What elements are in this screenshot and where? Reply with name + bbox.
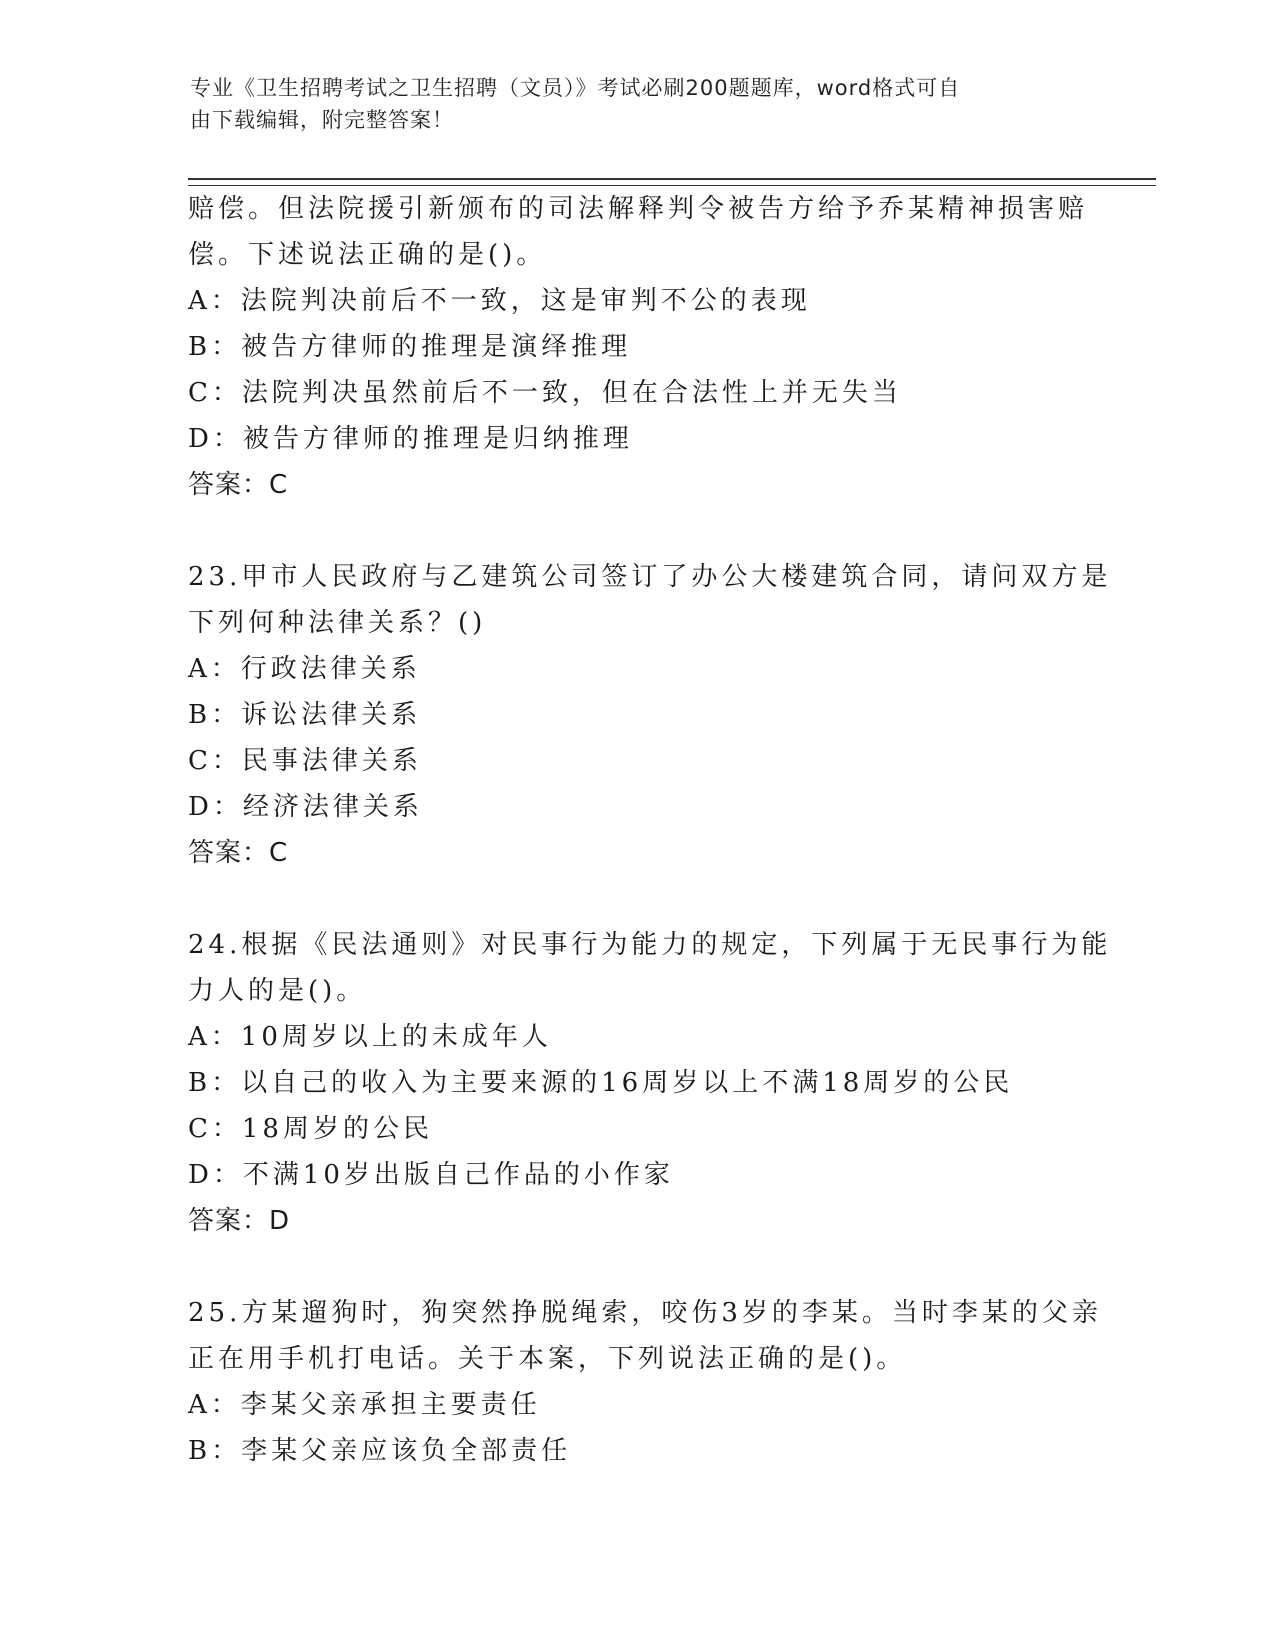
option-b: B：被告方律师的推理是演绎推理 (188, 332, 632, 362)
option-b: B：诉讼法律关系 (188, 700, 422, 730)
question-text-line: 下列何种法律关系？() (188, 608, 487, 638)
spacer (188, 508, 1088, 554)
question-22-continued (188, 186, 1088, 508)
option-d: D：不满10岁出版自己作品的小作家 (188, 1160, 674, 1190)
option-d: D：被告方律师的推理是归纳推理 (188, 424, 633, 454)
document-header (190, 72, 1090, 136)
option-b: B：以自己的收入为主要来源的16周岁以上不满18周岁的公民 (188, 1068, 1014, 1098)
question-text-line: 赔偿。但法院援引新颁布的司法解释判令被告方给予乔某精神损害赔 (188, 194, 1089, 224)
header-divider (188, 178, 1156, 186)
question-text-line: 偿。下述说法正确的是()。 (188, 240, 547, 270)
question-text-line: 23.甲市人民政府与乙建筑公司签订了办公大楼建筑合同，请问双方是 (188, 562, 1112, 592)
question-list (188, 186, 1112, 1474)
option-d: D：经济法律关系 (188, 792, 423, 822)
spacer (188, 1244, 1088, 1290)
question-24 (188, 922, 1112, 1244)
answer-line: 答案：D (188, 1206, 291, 1236)
option-c: C：法院判决虽然前后不一致，但在合法性上并无失当 (188, 378, 902, 408)
question-text-line: 正在用手机打电话。关于本案，下列说法正确的是()。 (188, 1344, 907, 1374)
header-line-1: 专业《卫生招聘考试之卫生招聘（文员）》考试必刷200题题库，word格式可自 (190, 76, 961, 100)
question-23 (188, 554, 1112, 876)
question-text-line: 24.根据《民法通则》对民事行为能力的规定，下列属于无民事行为能 (188, 930, 1112, 960)
question-text-line: 力人的是()。 (188, 976, 367, 1006)
option-c: C：民事法律关系 (188, 746, 422, 776)
option-a: A：李某父亲承担主要责任 (188, 1390, 541, 1420)
answer-line: 答案：C (188, 838, 289, 868)
question-text-line: 25.方某遛狗时，狗突然挣脱绳索，咬伤3岁的李某。当时李某的父亲 (188, 1298, 1102, 1328)
option-a: A：法院判决前后不一致，这是审判不公的表现 (188, 286, 811, 316)
header-line-2: 由下载编辑，附完整答案！ (190, 108, 454, 132)
answer-line: 答案：C (188, 470, 289, 500)
question-25 (188, 1290, 1102, 1474)
option-c: C：18周岁的公民 (188, 1114, 433, 1144)
option-b: B：李某父亲应该负全部责任 (188, 1436, 572, 1466)
option-a: A：行政法律关系 (188, 654, 421, 684)
option-a: A：10周岁以上的未成年人 (188, 1022, 552, 1052)
spacer (188, 876, 1088, 922)
